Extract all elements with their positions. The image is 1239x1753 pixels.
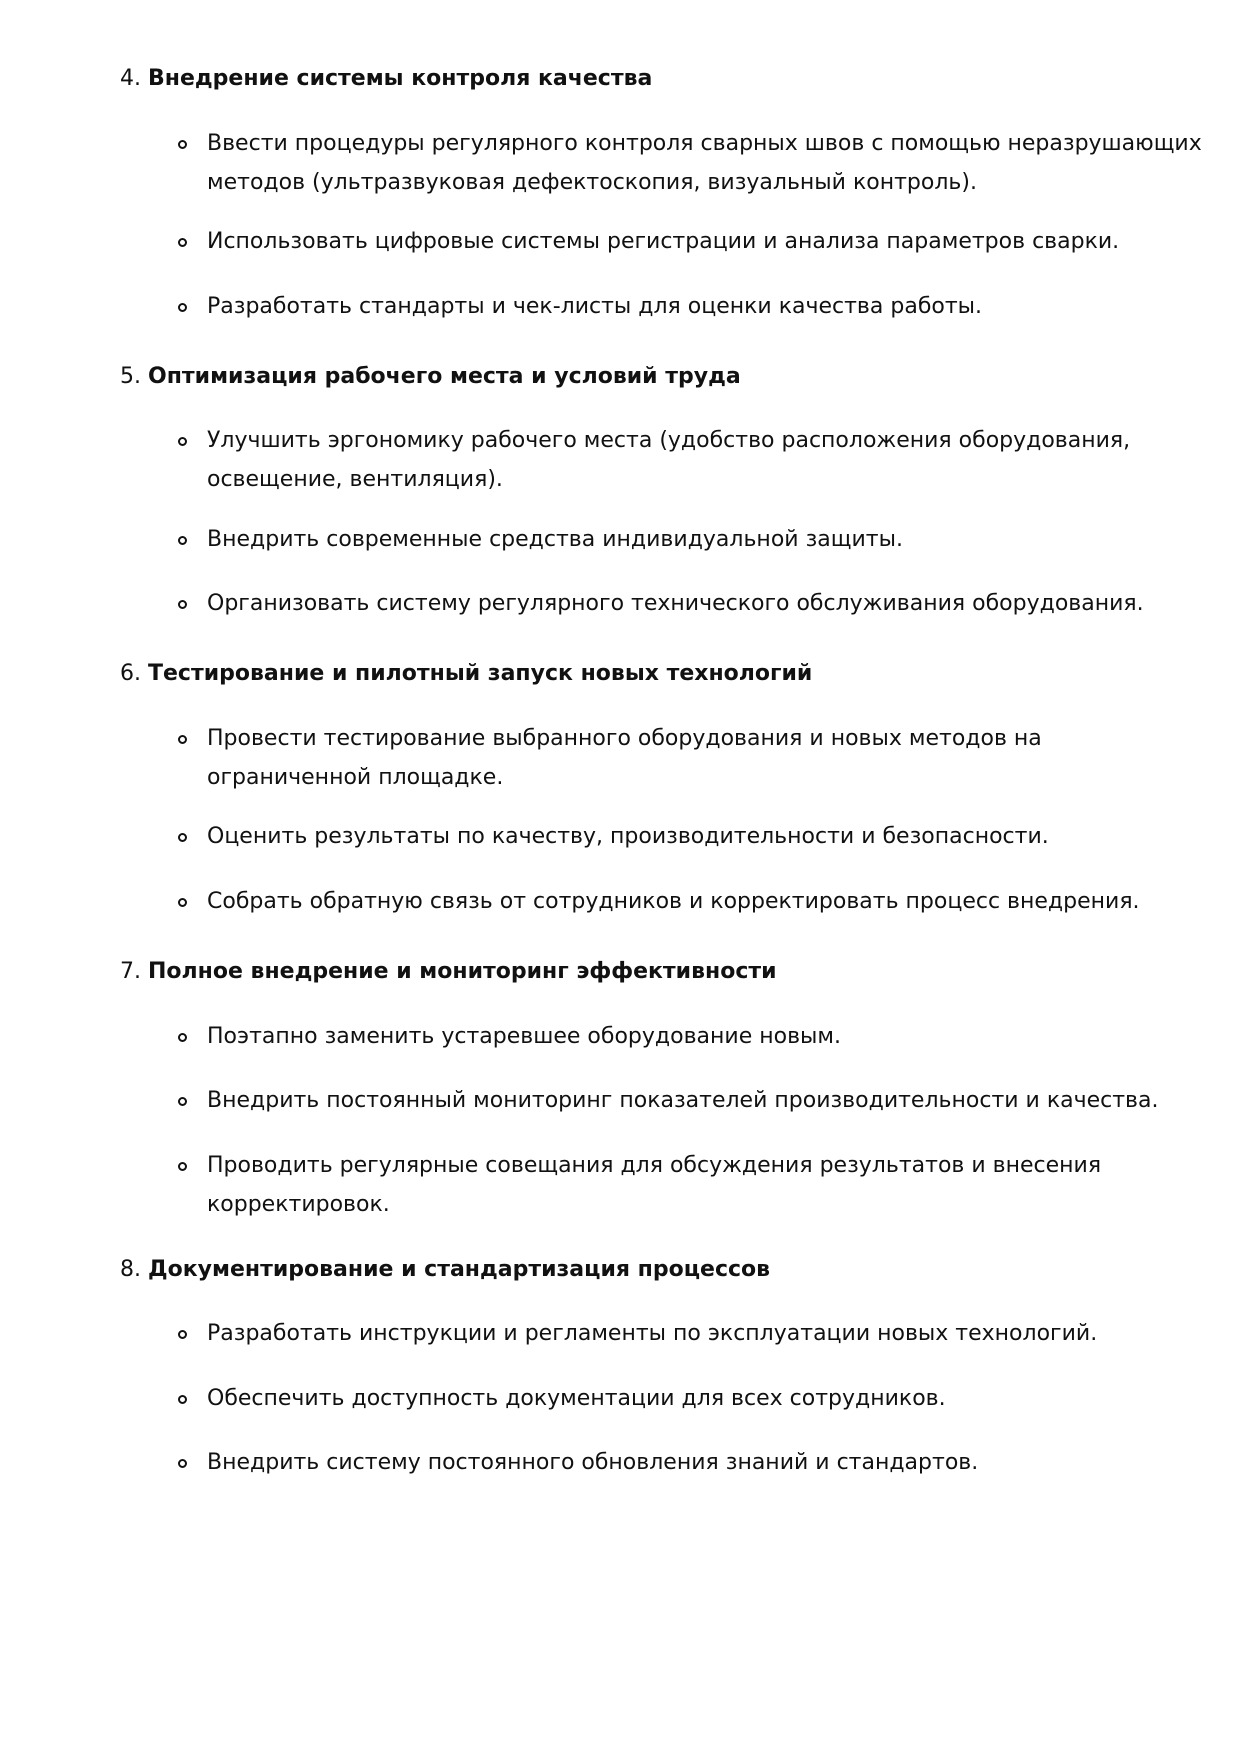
circle-bullet-icon: [178, 1395, 187, 1404]
list-item: Организовать систему регулярного технического обслуживания оборудования.: [207, 591, 1144, 616]
section-number: 7.: [120, 959, 141, 984]
section-title: Полное внедрение и мониторинг эффективности: [148, 959, 777, 984]
list-item: Ввести процедуры регулярного контроля сварных швов с помощью неразрушающих методов (ультразвуковая дефектоскопия, визуальный контроль).: [207, 131, 1202, 195]
list-item: Собрать обратную связь от сотрудников и корректировать процесс внедрения.: [207, 889, 1140, 914]
section-heading: [120, 957, 777, 987]
list-item: Провести тестирование выбранного оборудования и новых методов на ограниченной площадке.: [207, 726, 1042, 790]
section-heading: [120, 362, 741, 392]
list-item: Обеспечить доступность документации для всех сотрудников.: [207, 1386, 946, 1411]
circle-bullet-icon: [178, 1033, 187, 1042]
section-heading: [120, 64, 652, 94]
list-item: Внедрить постоянный мониторинг показателей производительности и качества.: [207, 1088, 1159, 1113]
circle-bullet-icon: [178, 1162, 187, 1171]
circle-bullet-icon: [178, 833, 187, 842]
circle-bullet-icon: [178, 238, 187, 247]
circle-bullet-icon: [178, 140, 187, 149]
list-item: Проводить регулярные совещания для обсуждения результатов и внесения корректировок.: [207, 1153, 1102, 1217]
section-title: Оптимизация рабочего места и условий труда: [148, 364, 741, 389]
section-heading: [120, 659, 812, 689]
circle-bullet-icon: [178, 303, 187, 312]
list-item: Внедрить систему постоянного обновления знаний и стандартов.: [207, 1450, 979, 1475]
section-number: 4.: [120, 66, 141, 91]
section-title: Внедрение системы контроля качества: [148, 66, 653, 91]
section-number: 8.: [120, 1257, 141, 1282]
circle-bullet-icon: [178, 735, 187, 744]
section-heading: [120, 1255, 770, 1285]
circle-bullet-icon: [178, 437, 187, 446]
list-item: Оценить результаты по качеству, производительности и безопасности.: [207, 824, 1049, 849]
circle-bullet-icon: [178, 898, 187, 907]
circle-bullet-icon: [178, 1097, 187, 1106]
section-number: 5.: [120, 364, 141, 389]
list-item: Улучшить эргономику рабочего места (удобство расположения оборудования, освещение, вентиляция).: [207, 428, 1131, 492]
section-title: Тестирование и пилотный запуск новых технологий: [148, 661, 813, 686]
list-item: Разработать инструкции и регламенты по эксплуатации новых технологий.: [207, 1321, 1098, 1346]
circle-bullet-icon: [178, 536, 187, 545]
circle-bullet-icon: [178, 600, 187, 609]
list-item: Внедрить современные средства индивидуальной защиты.: [207, 527, 903, 552]
section-number: 6.: [120, 661, 141, 686]
section-title: Документирование и стандартизация процессов: [148, 1257, 771, 1282]
list-item: Разработать стандарты и чек-листы для оценки качества работы.: [207, 294, 983, 319]
circle-bullet-icon: [178, 1330, 187, 1339]
circle-bullet-icon: [178, 1459, 187, 1468]
list-item: Использовать цифровые системы регистрации и анализа параметров сварки.: [207, 229, 1120, 254]
list-item: Поэтапно заменить устаревшее оборудование новым.: [207, 1024, 842, 1049]
